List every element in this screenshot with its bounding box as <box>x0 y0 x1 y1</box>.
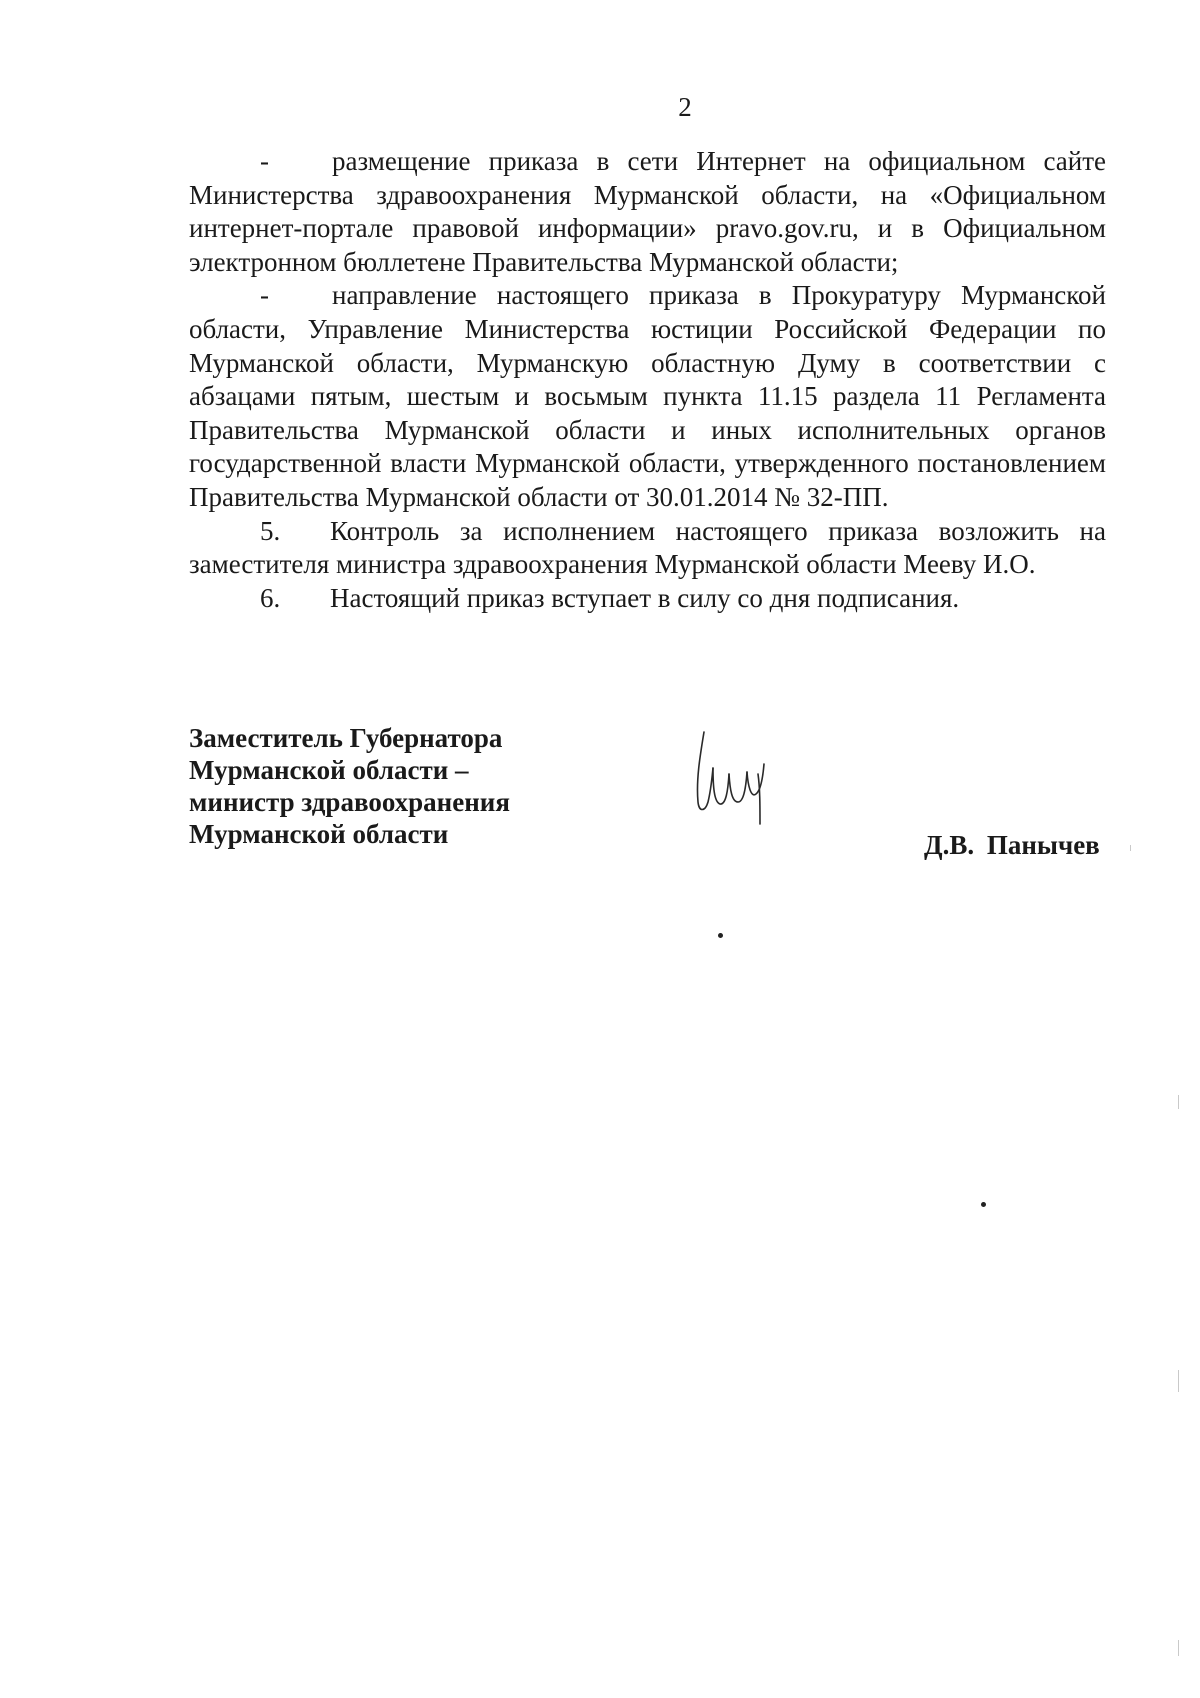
paragraph-marker: 6. <box>260 582 281 613</box>
scan-speck <box>718 933 723 938</box>
signer-position-line: Заместитель Губернатора <box>189 723 503 753</box>
paragraph-marker: - <box>260 280 269 311</box>
signer-position-line: Мурманской области – <box>189 755 469 785</box>
paragraph-effective-date <box>189 582 1106 616</box>
paragraph-control <box>189 515 1106 582</box>
signer-position-line: Мурманской области <box>189 819 449 849</box>
scan-margin-mark <box>1178 1095 1179 1109</box>
scan-margin-mark <box>1130 845 1131 851</box>
signer-name: Д.В. Панычев <box>924 830 1100 860</box>
paragraph-submission <box>189 279 1106 514</box>
paragraph-marker: 5. <box>260 515 281 546</box>
signer-position-line: министр здравоохранения <box>189 787 510 817</box>
signer-position <box>189 722 510 850</box>
paragraph-text: Настоящий приказ вступает в силу со дня подписания. <box>330 582 960 613</box>
scan-margin-mark <box>1178 1640 1179 1656</box>
paragraph-marker: - <box>260 146 269 176</box>
paragraph-publication <box>189 145 1106 279</box>
paragraph-text: направление настоящего приказа в Прокуратуру Мурманской области, Управление Министерства юстиции Российской Федерации по Мурманской области, Мурманскую областную Думу в соответствии с абзацами пятым, шестым и восьмым пункта 11.15 раздела 11 Регламента Правительства Мурманской области и иных исполнительных органов государственной власти Мурманской области, утвержденного постановлением Правительства Мурманской области от 30.01.2014 № 32-ПП. <box>189 280 1106 512</box>
order-body <box>189 145 1106 615</box>
scan-margin-mark <box>1178 1370 1179 1392</box>
handwritten-signature-icon <box>686 728 796 828</box>
scan-speck <box>981 1202 986 1207</box>
page-number: 2 <box>678 92 692 122</box>
paragraph-text: размещение приказа в сети Интернет на официальном сайте Министерства здравоохранения Мурманской области, на «Официальном интернет-портале правовой информации» pravo.gov.ru, и в Официальном электронном бюллетене Правительства Мурманской области; <box>189 146 1106 277</box>
paragraph-text: Контроль за исполнением настоящего приказа возложить на заместителя министра здравоохранения Мурманской области Мееву И.О. <box>189 515 1106 580</box>
